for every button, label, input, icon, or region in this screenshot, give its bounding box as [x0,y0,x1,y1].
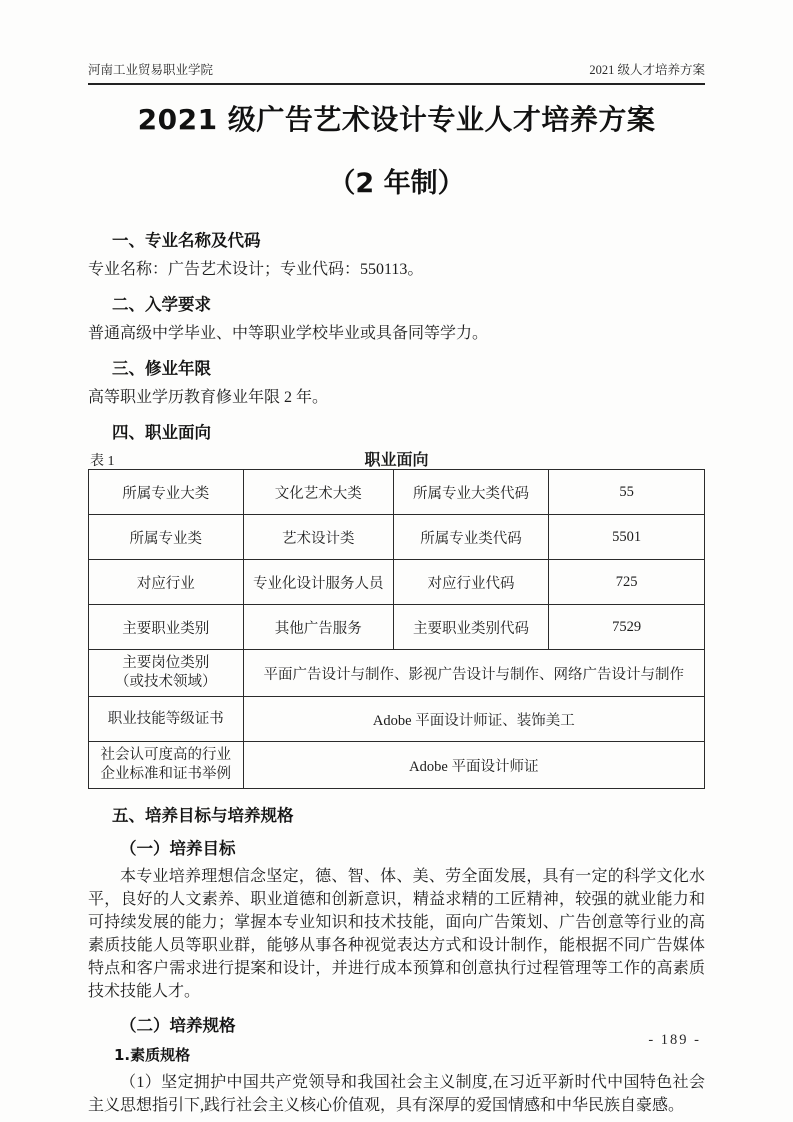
document-subtitle: （2 年制） [328,168,465,199]
table-cell: 所属专业大类 [89,470,244,515]
section-5-sub2-heading: （二）培养规格 [120,1016,236,1035]
page-number: - 189 - [648,1032,701,1048]
running-header [88,0,705,85]
table-cell: 对应行业代码 [393,560,548,605]
table-cell: 文化艺术大类 [243,470,393,515]
table-cell-line: 企业标准和证书举例 [100,766,232,782]
table-row [89,742,705,789]
table-cell: 5501 [549,515,705,560]
table-cell: 平面广告设计与制作、影视广告设计与制作、网络广告设计与制作 [243,650,704,697]
section-3-heading: 三、修业年限 [112,359,211,378]
table-cell-line: 社会认可度高的行业 [100,747,232,763]
table-cell-line: 职业技能等级证书 [107,710,224,727]
table-cell-line: （或技术领域） [115,674,217,690]
table-cell: 对应行业 [89,560,244,605]
header-plan-label: 2021 级人才培养方案 [589,63,705,77]
table-cell: 7529 [549,605,705,650]
document-title: 2021 级广告艺术设计专业人才培养方案 [137,103,656,136]
table-cell: 725 [549,560,705,605]
table-row [89,560,705,605]
section-1-body: 专业名称：广告艺术设计；专业代码：550113。 [88,261,424,278]
table-row [89,605,705,650]
table-cell: 所属专业类 [89,515,244,560]
section-5-sub1-heading: （一）培养目标 [120,839,236,858]
table-row [89,515,705,560]
section-5-heading: 五、培养目标与培养规格 [112,806,294,825]
table-cell: 所属专业类代码 [393,515,548,560]
table-cell: 所属专业大类代码 [393,470,548,515]
table-cell: 主要职业类别代码 [393,605,548,650]
quality-spec-item-1: （1）坚定拥护中国共产党领导和我国社会主义制度,在习近平新时代中国特色社会主义思想指引下,践行社会主义核心价值观，具有深厚的爱国情感和中华民族自豪感。 [88,1074,705,1114]
table-cell: 艺术设计类 [243,515,393,560]
career-orientation-table [88,469,705,789]
section-1-heading: 一、专业名称及代码 [112,231,261,250]
table-cell: 其他广告服务 [243,605,393,650]
training-objective-paragraph: 本专业培养理想信念坚定，德、智、体、美、劳全面发展，具有一定的科学文化水平，良好的人文素养、职业道德和创新意识，精益求精的工匠精神，较强的就业能力和可持续发展的能力；掌握本专业知识和技术技能，面向广告策划、广告创意等行业的高素质技能人员等职业群，能够从事各种视觉表达方式和设计制作，能根据不同广告媒体特点和客户需求进行提案和设计，并进行成本预算和创意执行过程管理等工作的高素质技术技能人才。 [88,868,705,1000]
quality-spec-heading: 1.素质规格 [114,1046,191,1064]
section-2-body: 普通高级中学毕业、中等职业学校毕业或具备同等学力。 [88,325,489,342]
table-cell: Adobe 平面设计师证、装饰美工 [243,697,704,742]
table-row [89,470,705,515]
header-school-name: 河南工业贸易职业学院 [88,63,214,77]
table-number: 表 1 [90,454,115,469]
table-caption-row [88,447,705,469]
section-2-heading: 二、入学要求 [112,295,211,314]
table-row [89,650,705,697]
table-title: 职业面向 [364,450,429,469]
table-cell [89,742,244,789]
table-cell: 55 [549,470,705,515]
table-cell-line: 主要岗位类别 [122,655,210,671]
table-cell [89,650,244,697]
table-cell: 主要职业类别 [89,605,244,650]
section-4-heading: 四、职业面向 [112,423,211,442]
section-3-body: 高等职业学历教育修业年限 2 年。 [88,389,329,406]
table-cell [89,697,244,742]
table-row [89,697,705,742]
table-cell: Adobe 平面设计师证 [243,742,704,789]
table-cell: 专业化设计服务人员 [243,560,393,605]
